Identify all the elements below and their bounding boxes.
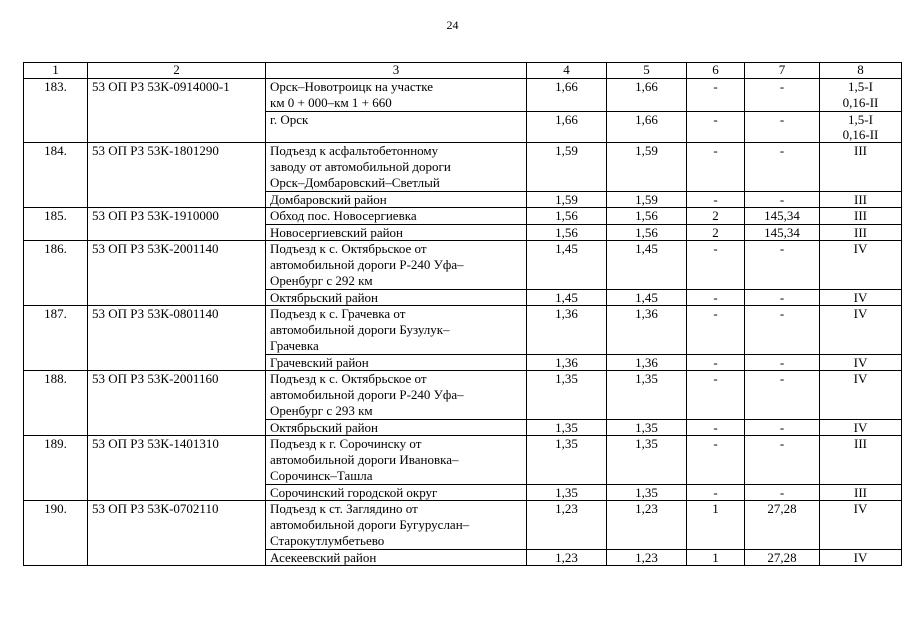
road-name xyxy=(266,79,527,112)
length-total: 1,36 xyxy=(527,306,607,355)
road-category xyxy=(820,79,902,112)
table-row xyxy=(24,306,902,355)
road-category xyxy=(820,241,902,290)
bridges-count: - xyxy=(687,485,745,501)
bridges-count: 2 xyxy=(687,225,745,241)
road-name-line: Подъезд к асфальтобетонному xyxy=(270,143,439,158)
bridges-count: - xyxy=(687,290,745,306)
column-header: 6 xyxy=(687,63,745,79)
road-name-line: Обход пос. Новосергиевка xyxy=(270,208,417,223)
length-value: 1,23 xyxy=(607,550,687,566)
road-name-line: Орск–Новотроицк на участке xyxy=(270,79,434,94)
road-category-line: IV xyxy=(853,241,868,256)
bridges-length: 27,28 xyxy=(745,501,820,550)
road-category-line: IV xyxy=(853,371,868,386)
road-name-line: Грачевка xyxy=(270,338,319,353)
road-category xyxy=(820,192,902,208)
road-category-line: III xyxy=(854,485,867,500)
road-name-line: Подъезд к с. Октябрьское от xyxy=(270,371,427,386)
bridges-count: - xyxy=(687,79,745,112)
district-name: Грачевский район xyxy=(266,355,527,371)
table-row xyxy=(24,436,902,485)
table-row xyxy=(24,208,902,225)
table-body xyxy=(24,79,902,566)
bridges-length: - xyxy=(745,306,820,355)
entry-number: 186. xyxy=(24,241,88,306)
entry-number: 188. xyxy=(24,371,88,436)
bridges-count: - xyxy=(687,112,745,143)
district-name: г. Орск xyxy=(266,112,527,143)
road-name-line: автомобильной дороги Бузулук– xyxy=(270,322,450,337)
road-category xyxy=(820,306,902,355)
column-header: 8 xyxy=(820,63,902,79)
road-category-line: III xyxy=(854,225,867,240)
table-row xyxy=(24,143,902,192)
length-total: 1,35 xyxy=(527,485,607,501)
bridges-length: - xyxy=(745,420,820,436)
road-name-line: заводу от автомобильной дороги xyxy=(270,159,451,174)
entry-number: 183. xyxy=(24,79,88,143)
road-name-line: Подъезд к г. Сорочинску от xyxy=(270,436,422,451)
bridges-count: - xyxy=(687,420,745,436)
road-name-line: Орск–Домбаровский–Светлый xyxy=(270,175,440,190)
road-code: 53 ОП РЗ 53К-2001160 xyxy=(88,371,266,436)
length-total: 1,66 xyxy=(527,79,607,112)
header-row xyxy=(24,63,902,79)
road-category xyxy=(820,436,902,485)
length-value: 1,35 xyxy=(607,485,687,501)
column-header: 5 xyxy=(607,63,687,79)
table-row xyxy=(24,371,902,420)
length-total: 1,56 xyxy=(527,208,607,225)
road-category xyxy=(820,420,902,436)
district-name: Октябрьский район xyxy=(266,290,527,306)
column-header: 7 xyxy=(745,63,820,79)
column-header: 1 xyxy=(24,63,88,79)
road-category-line: IV xyxy=(853,306,868,321)
bridges-count: - xyxy=(687,436,745,485)
road-name-line: автомобильной дороги Р-240 Уфа– xyxy=(270,387,464,402)
road-name xyxy=(266,208,527,225)
bridges-length: - xyxy=(745,241,820,290)
road-name xyxy=(266,306,527,355)
road-name-line: Старокутлумбетьево xyxy=(270,533,385,548)
road-category-line: III xyxy=(854,192,867,207)
district-name: Домбаровский район xyxy=(266,192,527,208)
roads-table xyxy=(23,62,902,566)
road-name-line: Оренбург с 293 км xyxy=(270,403,373,418)
road-code: 53 ОП РЗ 53К-1401310 xyxy=(88,436,266,501)
road-category xyxy=(820,225,902,241)
road-code: 53 ОП РЗ 53К-0801140 xyxy=(88,306,266,371)
length-value: 1,45 xyxy=(607,290,687,306)
length-value: 1,59 xyxy=(607,192,687,208)
column-header: 3 xyxy=(266,63,527,79)
length-total: 1,35 xyxy=(527,436,607,485)
length-value: 1,35 xyxy=(607,436,687,485)
road-category-line: 0,16-II xyxy=(842,95,879,110)
bridges-length: - xyxy=(745,192,820,208)
bridges-length: 145,34 xyxy=(745,225,820,241)
length-value: 1,66 xyxy=(607,79,687,112)
length-total: 1,35 xyxy=(527,420,607,436)
road-name-line: автомобильной дороги Ивановка– xyxy=(270,452,459,467)
bridges-count: 1 xyxy=(687,501,745,550)
road-category-line: IV xyxy=(853,550,868,565)
road-name-line: Сорочинск–Ташла xyxy=(270,468,373,483)
table-row xyxy=(24,79,902,112)
road-category-line: III xyxy=(854,436,867,451)
road-name-line: км 0 + 000–км 1 + 660 xyxy=(270,95,392,110)
road-name-line: автомобильной дороги Р-240 Уфа– xyxy=(270,257,464,272)
length-value: 1,35 xyxy=(607,420,687,436)
length-value: 1,36 xyxy=(607,306,687,355)
road-name xyxy=(266,371,527,420)
length-value: 1,45 xyxy=(607,241,687,290)
entry-number: 184. xyxy=(24,143,88,208)
column-header: 4 xyxy=(527,63,607,79)
road-category xyxy=(820,371,902,420)
length-value: 1,66 xyxy=(607,112,687,143)
bridges-length: - xyxy=(745,290,820,306)
road-category-line: 0,16-II xyxy=(842,127,879,142)
length-total: 1,45 xyxy=(527,290,607,306)
road-category-line: 1,5-I xyxy=(848,112,873,127)
length-total: 1,56 xyxy=(527,225,607,241)
column-header: 2 xyxy=(88,63,266,79)
table-row xyxy=(24,501,902,550)
road-name xyxy=(266,436,527,485)
bridges-count: - xyxy=(687,192,745,208)
bridges-length: - xyxy=(745,436,820,485)
length-total: 1,23 xyxy=(527,501,607,550)
bridges-length: - xyxy=(745,143,820,192)
length-value: 1,56 xyxy=(607,208,687,225)
road-code: 53 ОП РЗ 53К-0914000-1 xyxy=(88,79,266,143)
road-category xyxy=(820,112,902,143)
table-row xyxy=(24,241,902,290)
road-code: 53 ОП РЗ 53К-1910000 xyxy=(88,208,266,241)
bridges-count: - xyxy=(687,355,745,371)
road-category-line: IV xyxy=(853,420,868,435)
road-category-line: IV xyxy=(853,355,868,370)
length-total: 1,35 xyxy=(527,371,607,420)
length-total: 1,23 xyxy=(527,550,607,566)
district-name: Октябрьский район xyxy=(266,420,527,436)
length-value: 1,36 xyxy=(607,355,687,371)
road-name xyxy=(266,241,527,290)
road-category xyxy=(820,355,902,371)
district-name: Асекеевский район xyxy=(266,550,527,566)
length-total: 1,36 xyxy=(527,355,607,371)
road-category xyxy=(820,143,902,192)
road-category-line: III xyxy=(854,208,867,223)
bridges-count: - xyxy=(687,143,745,192)
length-total: 1,66 xyxy=(527,112,607,143)
road-category-line: IV xyxy=(853,290,868,305)
road-name-line: Оренбург с 292 км xyxy=(270,273,373,288)
road-category xyxy=(820,485,902,501)
entry-number: 190. xyxy=(24,501,88,566)
entry-number: 185. xyxy=(24,208,88,241)
district-name: Новосергиевский район xyxy=(266,225,527,241)
road-category xyxy=(820,290,902,306)
road-category xyxy=(820,550,902,566)
bridges-length: - xyxy=(745,485,820,501)
road-category-line: 1,5-I xyxy=(848,79,873,94)
road-category-line: III xyxy=(854,143,867,158)
road-name-line: Подъезд к ст. Заглядино от xyxy=(270,501,418,516)
length-value: 1,56 xyxy=(607,225,687,241)
road-code: 53 ОП РЗ 53К-0702110 xyxy=(88,501,266,566)
length-total: 1,59 xyxy=(527,143,607,192)
length-value: 1,23 xyxy=(607,501,687,550)
bridges-length: - xyxy=(745,371,820,420)
road-name xyxy=(266,143,527,192)
bridges-length: - xyxy=(745,79,820,112)
bridges-length: 145,34 xyxy=(745,208,820,225)
road-category-line: IV xyxy=(853,501,868,516)
district-name: Сорочинский городской округ xyxy=(266,485,527,501)
length-value: 1,35 xyxy=(607,371,687,420)
length-value: 1,59 xyxy=(607,143,687,192)
bridges-count: - xyxy=(687,306,745,355)
road-category xyxy=(820,208,902,225)
length-total: 1,45 xyxy=(527,241,607,290)
road-code: 53 ОП РЗ 53К-2001140 xyxy=(88,241,266,306)
entry-number: 189. xyxy=(24,436,88,501)
entry-number: 187. xyxy=(24,306,88,371)
bridges-length: - xyxy=(745,112,820,143)
road-category xyxy=(820,501,902,550)
road-name-line: автомобильной дороги Бугуруслан– xyxy=(270,517,470,532)
road-name xyxy=(266,501,527,550)
road-name-line: Подъезд к с. Октябрьское от xyxy=(270,241,427,256)
bridges-count: 1 xyxy=(687,550,745,566)
bridges-count: - xyxy=(687,241,745,290)
page-number: 24 xyxy=(446,18,459,32)
length-total: 1,59 xyxy=(527,192,607,208)
bridges-count: 2 xyxy=(687,208,745,225)
bridges-length: 27,28 xyxy=(745,550,820,566)
bridges-count: - xyxy=(687,371,745,420)
road-name-line: Подъезд к с. Грачевка от xyxy=(270,306,406,321)
bridges-length: - xyxy=(745,355,820,371)
road-code: 53 ОП РЗ 53К-1801290 xyxy=(88,143,266,208)
